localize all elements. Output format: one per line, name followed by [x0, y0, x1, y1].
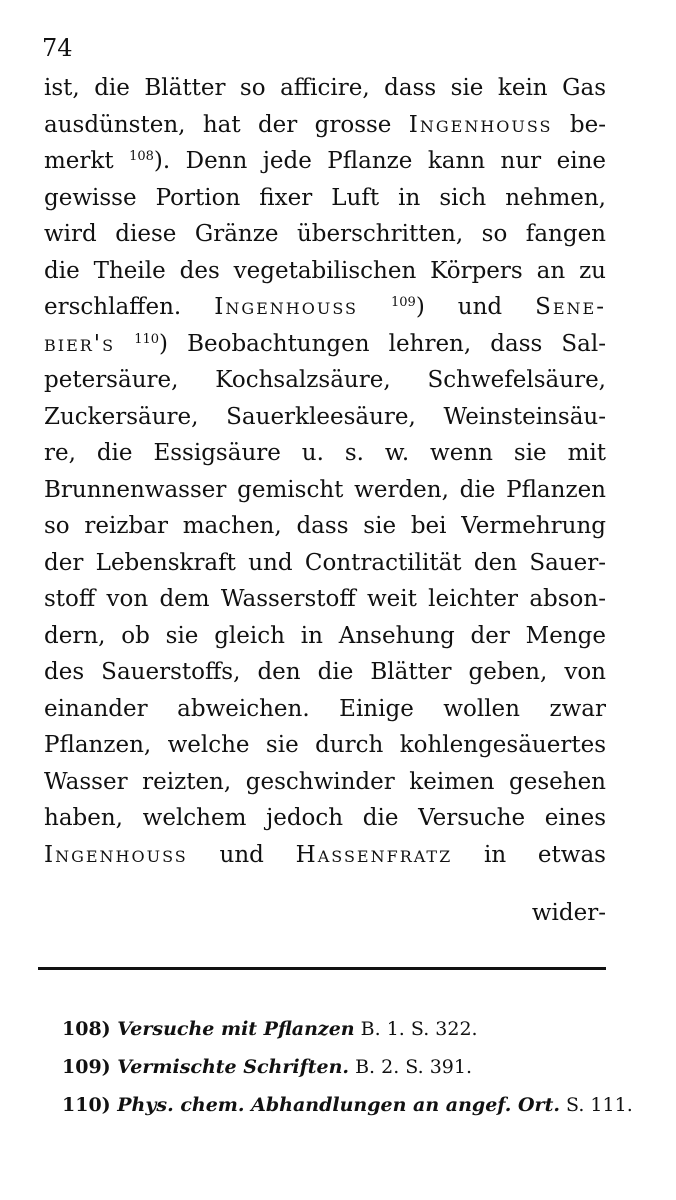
footnote-ref	[115, 331, 134, 357]
footnote-ref: ) Beobachtungen lehren, dass Sal-	[159, 330, 607, 357]
footnote-title: Versuche mit Pflanzen	[110, 1018, 355, 1040]
footnote-ref: erschlaffen.	[44, 294, 215, 320]
footnote-ref: Brunnenwasser gemischt werden, die Pflanzen	[44, 476, 606, 503]
text-line	[44, 326, 606, 362]
text-segment: Hassenfratz	[295, 841, 453, 868]
text-line	[44, 143, 606, 179]
footnote-num: 108)	[62, 1018, 111, 1040]
footnote-ref: Wasser reizten, geschwinder keimen gesehen	[44, 768, 606, 795]
footnote-ref: so reizbar machen, dass sie bei Vermehrung	[44, 513, 606, 539]
text-line	[44, 545, 606, 581]
text-line	[44, 618, 606, 654]
footnote-title: Phys. chem. Abhandlungen an angef. Ort.	[110, 1094, 560, 1116]
text-line	[44, 362, 606, 398]
footnote-ref: petersäure, Kochsalzsäure, Schwefelsäure,	[44, 367, 606, 393]
text-line	[44, 70, 606, 106]
text-line	[44, 107, 606, 143]
footnote-ref: dern, ob sie gleich in Ansehung der Menge	[44, 622, 606, 649]
footnote-num: 109)	[62, 1056, 111, 1078]
footnote-ref: Pflanzen, welche sie durch kohlengesäuertes	[44, 732, 606, 758]
text-line	[44, 472, 606, 508]
footnote-ref: 108	[129, 149, 154, 164]
footnote-ref: 110	[134, 331, 160, 347]
footnote	[62, 1052, 472, 1082]
footnote-ref: einander abweichen. Einige wollen zwar	[44, 695, 606, 722]
footnote-ref: wird diese Gränze überschritten, so fangen	[44, 221, 606, 247]
footnote-ref: der Lebenskraft und Contractilität den Sauer-	[44, 549, 606, 576]
footnote-ref: ). Denn jede Pflanze kann nur eine	[153, 148, 607, 174]
footnote-ref: re, die Essigsäure u. s. w. wenn sie mit	[44, 440, 606, 466]
text-line	[44, 691, 606, 727]
footnote	[62, 1014, 478, 1044]
footnote-ref: und	[187, 841, 296, 868]
text-segment: bier's	[44, 330, 116, 357]
footnote-ref: ausdünsten, hat der grosse	[44, 111, 409, 138]
footnote-ref: stoff von dem Wasserstoff weit leichter abson-	[44, 586, 606, 612]
footnote-ref: 109	[390, 295, 416, 310]
footnote-rule	[38, 967, 606, 970]
text-line	[44, 399, 606, 435]
footnote-ref: des Sauerstoffs, den die Blätter geben, von	[44, 659, 606, 685]
text-line	[44, 435, 606, 471]
text-line	[44, 727, 606, 763]
footnote-title: Vermischte Schriften.	[110, 1056, 350, 1078]
footnote-ref: S. 111.	[559, 1094, 633, 1116]
footnote-ref: B. 2. S. 391.	[349, 1056, 473, 1078]
footnote-ref: gewisse Portion fixer Luft in sich nehmen,	[44, 184, 606, 211]
footnote-ref	[358, 294, 391, 320]
text-line	[44, 800, 606, 836]
footnote-num: 110)	[62, 1094, 111, 1116]
text-segment: Sene-	[535, 294, 606, 320]
text-line	[44, 180, 606, 216]
text-segment: Ingenhouss	[44, 841, 188, 868]
footnote-ref: die Theile des vegetabilischen Körpers an zu	[44, 257, 606, 284]
footnote-ref: haben, welchem jedoch die Versuche eines	[44, 805, 606, 831]
text-line	[44, 581, 606, 617]
text-line	[44, 508, 606, 544]
catchword: wider-	[531, 900, 606, 926]
footnote-ref: ) und	[415, 294, 536, 320]
text-segment: Ingenhouss	[408, 111, 553, 138]
text-line	[44, 764, 606, 800]
text-line	[44, 654, 606, 690]
footnote-ref: Zuckersäure, Sauerkleesäure, Weinsteinsäu-	[44, 403, 606, 430]
page-number: 74	[42, 34, 73, 62]
text-line	[44, 289, 606, 325]
text-line	[44, 216, 606, 252]
footnote	[62, 1090, 633, 1120]
text-line	[44, 837, 606, 873]
footnote-ref: be-	[552, 111, 606, 138]
footnote-ref: in etwas	[452, 841, 606, 868]
footnote-ref: ist, die Blätter so afficire, dass sie kein Gas	[44, 75, 606, 101]
text-line	[44, 253, 606, 289]
footnote-ref: merkt	[44, 148, 130, 174]
footnote-ref: B. 1. S. 322.	[354, 1018, 478, 1040]
text-segment: Ingenhouss	[214, 294, 358, 320]
